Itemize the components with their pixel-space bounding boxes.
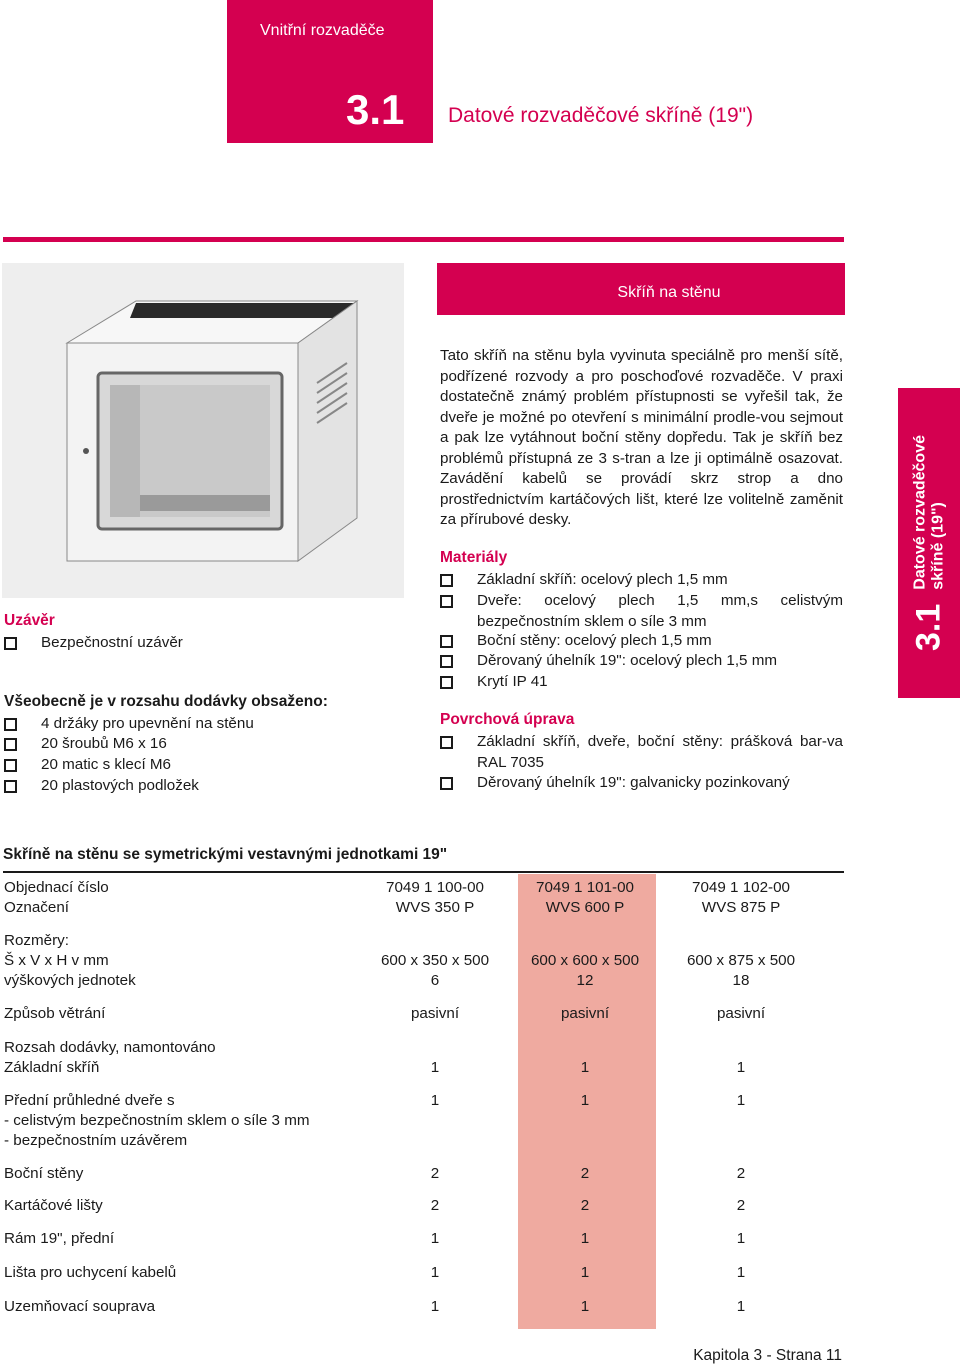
cell: 1 xyxy=(430,1230,440,1247)
page-footer: Kapitola 3 - Strana 11 xyxy=(693,1347,842,1364)
scope-item: 20 plastových podložek xyxy=(4,776,404,797)
lock-item: Bezpečnostní uzávěr xyxy=(4,633,404,654)
checkbox-icon xyxy=(440,655,453,668)
cell: 1 xyxy=(430,1298,440,1315)
row-label: Kartáčové lišty xyxy=(4,1197,103,1214)
row-label: Základní skříň xyxy=(4,1059,100,1076)
cell: 12 xyxy=(576,972,594,989)
cell: 1 xyxy=(736,1092,746,1109)
row-label: Lišta pro uchycení kabelů xyxy=(4,1264,177,1281)
header-category: Vnitřní rozvaděče xyxy=(260,22,385,39)
cell: 1 xyxy=(430,1092,440,1109)
checkbox-icon xyxy=(4,637,17,650)
cell: 2 xyxy=(736,1197,746,1214)
scope-item: 20 matic s klecí M6 xyxy=(4,755,404,776)
header-rule xyxy=(3,237,844,242)
cell: 2 xyxy=(580,1197,590,1214)
checkbox-icon xyxy=(440,635,453,648)
side-tab-text xyxy=(898,388,960,698)
cell: pasivní xyxy=(410,1005,460,1022)
checkbox-icon xyxy=(4,780,17,793)
materials-heading: Materiály xyxy=(440,549,508,566)
cell: pasivní xyxy=(716,1005,766,1022)
materials-item: Krytí IP 41 xyxy=(440,672,843,693)
cell: 1 xyxy=(430,1059,440,1076)
cell: 2 xyxy=(736,1165,746,1182)
row-label: Objednací číslo xyxy=(4,879,109,896)
row-label: Přední průhledné dveře s xyxy=(4,1092,175,1109)
header-section-title: Datové rozvaděčové skříně (19") xyxy=(448,104,754,127)
wall-cabinet-illustration xyxy=(2,263,404,598)
row-label: Boční stěny xyxy=(4,1165,84,1182)
header-section-number: 3.1 xyxy=(346,86,405,133)
row-label: - bezpečnostním uzávěrem xyxy=(4,1132,188,1149)
side-tab-number: 3.1 xyxy=(909,603,948,651)
cell: WVS 350 P xyxy=(395,899,475,916)
materials-item: Boční stěny: ocelový plech 1,5 mm xyxy=(440,631,843,652)
cell: 1 xyxy=(736,1059,746,1076)
surface-item: Základní skříň, dveře, boční stěny: prášková bar-va RAL 7035 xyxy=(440,732,843,773)
row-label: Označení xyxy=(4,899,70,916)
checkbox-icon xyxy=(440,676,453,689)
cell: 2 xyxy=(430,1197,440,1214)
side-tab-label xyxy=(911,435,947,590)
surface-heading: Povrchová úprava xyxy=(440,711,575,728)
scope-item: 4 držáky pro upevnění na stěnu xyxy=(4,714,404,735)
lock-heading: Uzávěr xyxy=(4,612,55,629)
cell: 1 xyxy=(736,1264,746,1281)
cell: 600 x 350 x 500 xyxy=(380,952,490,969)
materials-item: Děrovaný úhelník 19": ocelový plech 1,5 mm xyxy=(440,651,843,672)
side-tab-line2: skříně (19") xyxy=(929,502,946,590)
cell: 1 xyxy=(580,1230,590,1247)
checkbox-icon xyxy=(440,736,453,749)
cell: 7049 1 100-00 xyxy=(386,879,484,896)
cell: 1 xyxy=(580,1059,590,1076)
row-label: Způsob větrání xyxy=(4,1005,106,1022)
cell: 6 xyxy=(430,972,440,989)
product-description: Tato skříň na stěnu byla vyvinuta speciálně pro menší sítě, podřízené rozvody a pro poschoďové rozvaděče. V praxi dostatečně známý problém přístupnosti se vyřešil tak, že dveře je možné po otevření s minimální prodle-vou sejmout a pak lze vytáhnout boční stěny dopředu. Tak je skříň bez problémů přístupná ze 3 s-tran a lze ji optimálně osazovat. Zavádění kabelů se provádí skrz strop a dno prostřednictvím kartáčových lišt, které lze volitelně zaměnit za přírubové desky. xyxy=(440,347,843,528)
cell: 2 xyxy=(580,1165,590,1182)
cell: 600 x 875 x 500 xyxy=(686,952,796,969)
section-title: Skříň na stěnu xyxy=(617,284,721,301)
scope-item: 20 šroubů M6 x 16 xyxy=(4,734,404,755)
row-label: Uzemňovací souprava xyxy=(4,1298,156,1315)
cell: WVS 875 P xyxy=(701,899,781,916)
checkbox-icon xyxy=(4,759,17,772)
checkbox-icon xyxy=(440,777,453,790)
cell: 1 xyxy=(736,1230,746,1247)
cell: 600 x 600 x 500 xyxy=(530,952,640,969)
materials-item: Dveře: ocelový plech 1,5 mm,s celistvým bezpečnostním sklem o síle 3 mm xyxy=(440,591,843,632)
checkbox-icon xyxy=(4,738,17,751)
table-rule xyxy=(3,871,844,873)
cell: 1 xyxy=(736,1298,746,1315)
checkbox-icon xyxy=(440,574,453,587)
cell: pasivní xyxy=(560,1005,610,1022)
table-title: Skříně na stěnu se symetrickými vestavnými jednotkami 19" xyxy=(3,846,448,863)
cell: 1 xyxy=(580,1264,590,1281)
cell: 1 xyxy=(580,1298,590,1315)
cell: 2 xyxy=(430,1165,440,1182)
cell: 1 xyxy=(580,1092,590,1109)
surface-item: Děrovaný úhelník 19": galvanicky pozinkovaný xyxy=(440,773,843,794)
row-label: - celistvým bezpečnostním sklem o síle 3 mm xyxy=(4,1112,310,1129)
product-photo xyxy=(2,263,404,598)
checkbox-icon xyxy=(440,595,453,608)
row-label: Rozměry: xyxy=(4,932,69,949)
cell: 7049 1 101-00 xyxy=(536,879,634,896)
materials-item: Základní skříň: ocelový plech 1,5 mm xyxy=(440,570,843,591)
row-label: výškových jednotek xyxy=(4,972,136,989)
checkbox-icon xyxy=(4,718,17,731)
cell: 1 xyxy=(430,1264,440,1281)
row-label: Š x V x H v mm xyxy=(4,952,109,969)
row-label: Rám 19", přední xyxy=(4,1230,115,1247)
cell: 7049 1 102-00 xyxy=(692,879,790,896)
cell: WVS 600 P xyxy=(545,899,625,916)
side-tab-line1: Datové rozvaděčové xyxy=(911,435,928,590)
cell: 18 xyxy=(732,972,750,989)
row-label: Rozsah dodávky, namontováno xyxy=(4,1039,216,1056)
scope-heading: Všeobecně je v rozsahu dodávky obsaženo: xyxy=(4,693,328,710)
